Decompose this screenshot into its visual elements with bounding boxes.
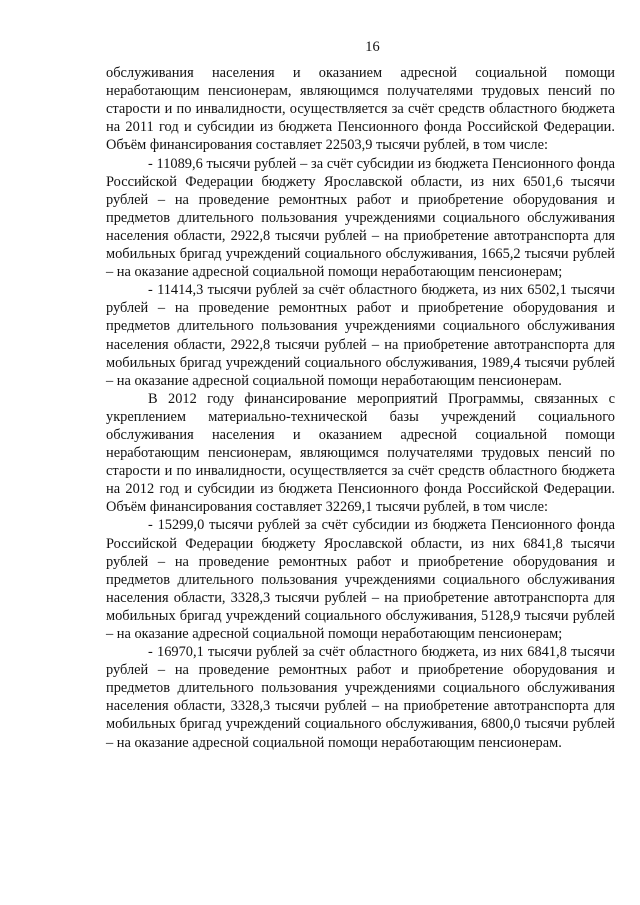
page-number: 16 xyxy=(365,39,380,55)
paragraph-2011-regional-budget: - 11414,3 тысячи рублей за счёт областного бюджета, из них 6502,1 тысячи рублей – на проведение ремонтных работ и приобретение оборудования и предметов длительного пользования учреждениями социального обслуживания населения области, 2922,8 тысячи рублей – на приобретение автотранспорта для мобильных бригад учреждений социального обслуживания, 1989,4 тысячи рублей – на оказание адресной социальной помощи неработающим пенсионерам. xyxy=(106,282,615,389)
paragraph-2012-intro: В 2012 году финансирование мероприятий Программы, связанных с укреплением материально-технической базы учреждений социального обслуживания населения и оказанием адресной социальной помощи неработающим пенсионерам, являющимся получателями трудовых пенсий по старости и по инвалидности, осуществляется за счёт средств областного бюджета на 2012 год и субсидии из бюджета Пенсионного фонда Российской Федерации. Объём финансирования составляет 32269,1 тысячи рублей, в том числе: xyxy=(106,390,615,516)
paragraph-2011-intro: обслуживания населения и оказанием адресной социальной помощи неработающим пенсионерам, являющимся получателями трудовых пенсий по старости и по инвалидности, осуществляется за счёт средств областного бюджета на 2011 год и субсидии из бюджета Пенсионного фонда Российской Федерации. Объём финансирования составляет 22503,9 тысячи рублей, в том числе: xyxy=(106,65,615,154)
paragraph-2012-regional-budget: - 16970,1 тысячи рублей за счёт областного бюджета, из них 6841,8 тысячи рублей – на проведение ремонтных работ и приобретение оборудования и предметов длительного пользования учреждениями социального обслуживания населения области, 3328,3 тысячи рублей – на приобретение автотранспорта для мобильных бригад учреждений социального обслуживания, 6800,0 тысячи рублей – на оказание адресной социальной помощи неработающим пенсионерам. xyxy=(106,644,615,751)
paragraph-2011-pension-fund: - 11089,6 тысячи рублей – за счёт субсидии из бюджета Пенсионного фонда Российской Федерации бюджету Ярославской области, из них 6501,6 тысячи рублей – на проведение ремонтных работ и приобретение оборудования и предметов длительного пользования учреждениями социального обслуживания населения области, 2922,8 тысячи рублей – на приобретение автотранспорта для мобильных бригад учреждений социального обслуживания, 1665,2 тысячи рублей – на оказание адресной социальной помощи неработающим пенсионерам; xyxy=(106,155,615,281)
document-page xyxy=(106,38,615,752)
paragraph-2012-pension-fund: - 15299,0 тысячи рублей за счёт субсидии из бюджета Пенсионного фонда Российской Федерации бюджету Ярославской области, из них 6841,8 тысячи рублей – на проведение ремонтных работ и приобретение оборудования и предметов длительного пользования учреждениями социального обслуживания населения области, 3328,3 тысячи рублей – на приобретение автотранспорта для мобильных бригад учреждений социального обслуживания, 5128,9 тысячи рублей – на оказание адресной социальной помощи неработающим пенсионерам; xyxy=(106,517,615,642)
